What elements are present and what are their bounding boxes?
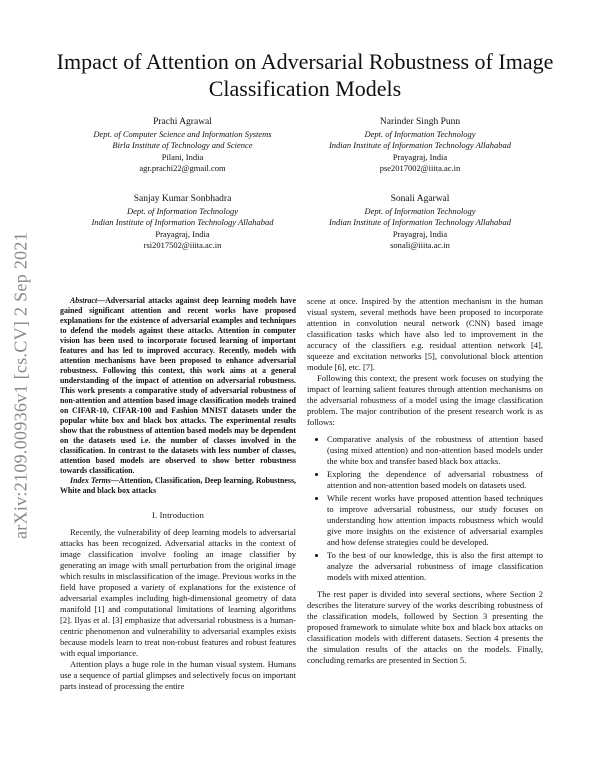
author-city: Prayagraj, India: [155, 228, 210, 239]
paragraph: Recently, the vulnerability of deep learning models to adversarial attacks has been recognized. Adversarial attacks in the context of image classification involve fooling an image classifier by generating an image with small perturbation from the original image which results in misclassification of the image. Previous works in the field have proposed a variety of explanations for the existence of adversarial examples including high-dimensional geometry of data manifold [1] and computational limitations of learning algorithms [2]. Ilyas et al. [3] emphasize that adversarial robustness is a human-centric phenomenon and vulnerability to adversarial examples exists because models learn to treat non-robust features and robust features with equal importance.: [60, 527, 296, 658]
arxiv-sidebar: [6, 190, 36, 590]
paragraph: scene at once. Inspired by the attention mechanism in the human visual system, several methods have been proposed to incorporate attention in convolution neural network (CNN) based image classification tasks which have also led to improvement in the accuracy of the classifiers e.g. residual attention network [4], squeeze and excitation networks [5], convolutional block attention module [6], etc. [7].: [307, 296, 543, 372]
author-city: Prayagraj, India: [392, 151, 448, 162]
abstract-label: Abstract: [70, 296, 98, 305]
author-city: Prayagraj, India: [392, 228, 448, 239]
index-terms-text: —Attention, Classification, Deep learning, Robustness, White and black box attacks: [60, 476, 297, 495]
index-terms: [60, 476, 296, 496]
section-heading-introduction: I. Introduction: [151, 510, 205, 520]
abstract: [60, 296, 296, 476]
author-email: pse2017002@iiita.ac.in: [379, 163, 461, 173]
author-block-2: [300, 117, 540, 175]
arxiv-identifier: arXiv:2109.00936v1 [cs.CV] 2 Sep 2021: [10, 231, 31, 540]
author-block-4: [300, 194, 540, 252]
author-email: agr.prachi22@gmail.com: [139, 163, 226, 173]
right-column: [307, 296, 543, 666]
author-city: Pilani, India: [161, 151, 204, 162]
author-dept: Dept. of Information Technology: [126, 205, 239, 216]
paragraph: Following this context, the present work focuses on studying the impact of learning salient features through attention mechanisms on the adversarial robustness of a model using the image classification problem. The major contribution of the present research work is as follows:: [307, 373, 543, 427]
abstract-text: —Adversarial attacks against deep learning models have gained significant attention and recent works have proposed explanations for the existence of adversarial examples and techniques to defend the models against these attacks. Attention in computer vision has been used to incorporate focused learning of important features and has led to improved accuracy. Recently, models with attention mechanisms have been proposed to enhance adversarial robustness. Following this context, this work aims at a general understanding of the impact of attention on adversarial robustness. This work presents a comparative study of adversarial robustness of non-attention and attention based image classification models trained on CIFAR-10, CIFAR-100 and Fashion MNIST datasets under the popular white box and black box attacks. The experimental results show that the robustness of attention based models may be dependent on the datasets used i.e. the number of classes involved in the classification. In contrast to the datasets with less number of classes, attention based models are observed to show better robustness towards classification.: [60, 296, 296, 475]
author-name: Prachi Agrawal: [153, 117, 212, 127]
paper-title: Impact of Attention on Adversarial Robustness of Image Classification Models: [56, 49, 554, 101]
list-item: • While recent works have proposed attention based techniques to improve adversarial robustness, our study focuses on understanding how attention impacts robustness which would give more insights on the existence of adversarial examples and how defense strategies could be developed.: [327, 493, 543, 548]
author-dept: Dept. of Information Technology: [364, 128, 476, 139]
paragraph: The rest paper is divided into several sections, where Section 2 describes the literature survey of the works describing robustness of the classification models, followed by Section 3 presenting the proposed framework to simulate white box and black box attacks on classification models with different datasets. Section 4 presents the the simulation results of the attacks on the models. Finally, concluding remarks are presented in Section 5.: [307, 589, 543, 665]
left-column: [60, 296, 296, 692]
author-name: Sanjay Kumar Sonbhadra: [133, 194, 232, 204]
author-institution: Indian Institute of Information Technology Allahabad: [328, 140, 512, 150]
author-dept: Dept. of Computer Science and Information Systems: [93, 128, 272, 139]
author-block-1: [65, 117, 300, 175]
index-terms-label: Index Terms: [70, 476, 111, 485]
list-item: • Comparative analysis of the robustness of attention based (using mixed attention) and non-attention based models under the white box and transfer based black box attacks.: [327, 434, 543, 467]
list-item: • To the best of our knowledge, this is also the first attempt to analyze the adversarial robustness of image classification models with mixed attention.: [327, 550, 543, 583]
contribution-list: [307, 434, 543, 583]
paragraph: Attention plays a huge role in the human visual system. Humans use a sequence of partial glimpses and selectively focus on important parts instead of processing the entire: [60, 659, 296, 691]
author-email: sonali@iiita.ac.in: [390, 240, 450, 250]
author-institution: Indian Institute of Information Technology Allahabad: [328, 217, 512, 227]
author-dept: Dept. of Information Technology: [364, 205, 476, 216]
author-institution: Birla Institute of Technology and Science: [112, 140, 253, 150]
author-name: Narinder Singh Punn: [379, 117, 461, 127]
author-email: rsi2017502@iiita.ac.in: [143, 240, 222, 250]
author-block-3: [65, 194, 300, 252]
author-name: Sonali Agarwal: [390, 194, 450, 204]
list-item: • Exploring the dependence of adversarial robustness of attention and non-attention based models on datasets used.: [327, 469, 543, 491]
author-institution: Indian Institute of Information Technology Allahabad: [91, 217, 274, 227]
